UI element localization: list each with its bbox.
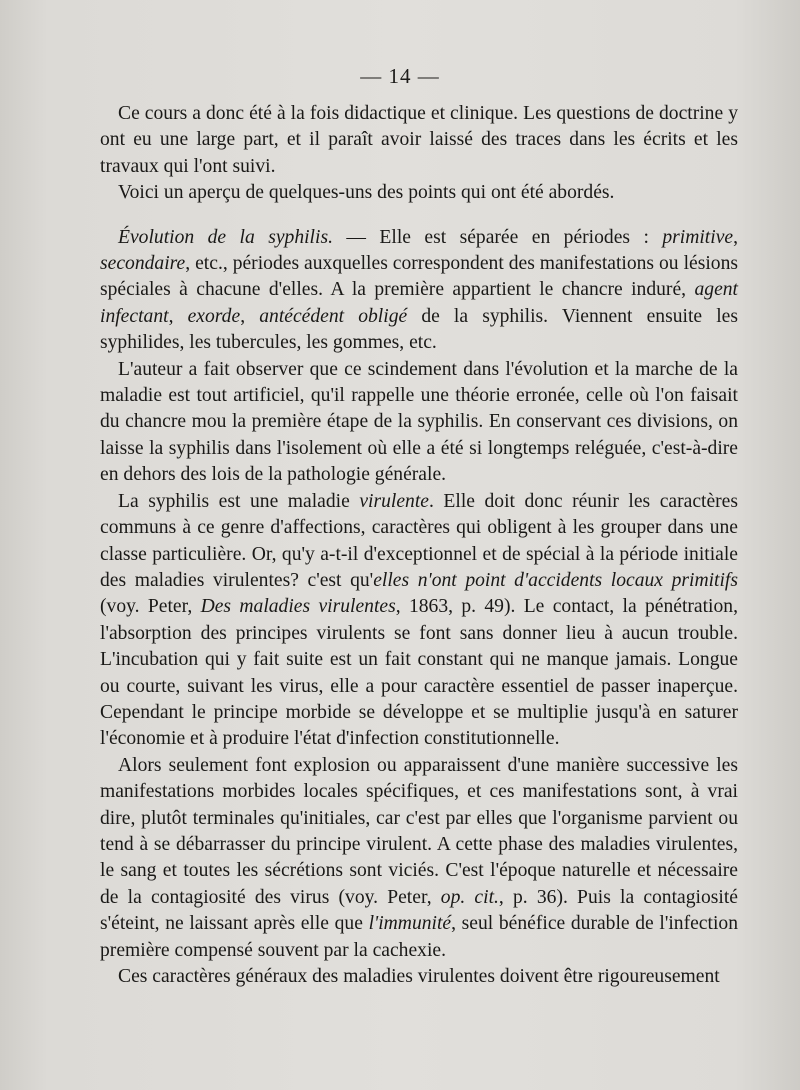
paragraph-author-observation: L'auteur a fait observer que ce scindement dans l'évolution et la marche de la maladie est tout artificiel, qu'il rappelle une théorie erronée, celle où l'on faisait du chancre mou la première étape de la syphilis. En conservant ces divisions, on laisse la syphilis dans l'isolement où elle a été si longtemps reléguée, c'est-à-dire en dehors des lois de la pathologie générale.	[100, 358, 738, 486]
paragraph-virulent-disease: La syphilis est une maladie virulente. Elle doit donc réunir les caractères communs à ce genre d'affections, caractères qui obligent à les grouper dans une classe particulière. Or, qu'y a-t-il d'exceptionnel et de spécial à la période initiale des maladies virulentes? c'est qu'elles n'ont point d'accidents locaux primitifs (voy. Peter, Des maladies virulentes, 1863, p. 49). Le contact, la pénétration, l'absorption des principes virulents se font sans donner lieu à aucun trouble. L'incubation qui y fait suite est un fait constant qui ne manque jamais. Longue ou courte, suivant les virus, elle a pour caractère essentiel de passer inaperçue. Cependant le principe morbide se développe et se multiplie jusqu'à en saturer l'économie et à produire l'état d'infection constitutionnelle.	[100, 490, 739, 750]
paragraph-evolution: Évolution de la syphilis. — Elle est séparée en périodes : primitive, secondaire, etc., périodes auxquelles correspondent des manifestations ou lésions spéciales à chacune d'elles. A la première appartient le chancre induré, agent infectant, exorde, antécédent obligé de la syphilis. Viennent ensuite les syphilides, les tubercules, les gommes, etc.	[100, 226, 739, 354]
paragraph-course-description: Ce cours a donc été à la fois didactique et clinique. Les questions de doctrine y ont eu une large part, et il paraît avoir laissé des traces dans les écrits et les travaux qui l'ont suivi.	[100, 103, 738, 177]
section-heading-evolution: Évolution de la syphilis.	[118, 226, 333, 248]
body-text	[100, 101, 738, 990]
paragraph-overview-intro: Voici un aperçu de quelques-uns des points qui ont été abordés.	[118, 182, 615, 204]
paragraph-manifestations: Alors seulement font explosion ou apparaissent d'une manière successive les manifestations morbides locales spécifiques, et ces manifestations sont, à vrai dire, plutôt terminales qu'initiales, car c'est par elles que l'organisme parvient ou tend à se débarrasser du principe virulent. A cette phase des maladies virulentes, le sang et toutes les sécrétions sont viciés. C'est l'époque naturelle et nécessaire de la contagiosité des virus (voy. Peter, op. cit., p. 36). Puis la contagiosité s'éteint, ne laissant après elle que l'immunité, seul bénéfice durable de l'infection première compensé souvent par la cachexie.	[100, 754, 738, 961]
paragraph-general-characters: Ces caractères généraux des maladies virulentes doivent être rigoureusement	[118, 966, 720, 987]
page-number: — 14 —	[360, 64, 440, 88]
